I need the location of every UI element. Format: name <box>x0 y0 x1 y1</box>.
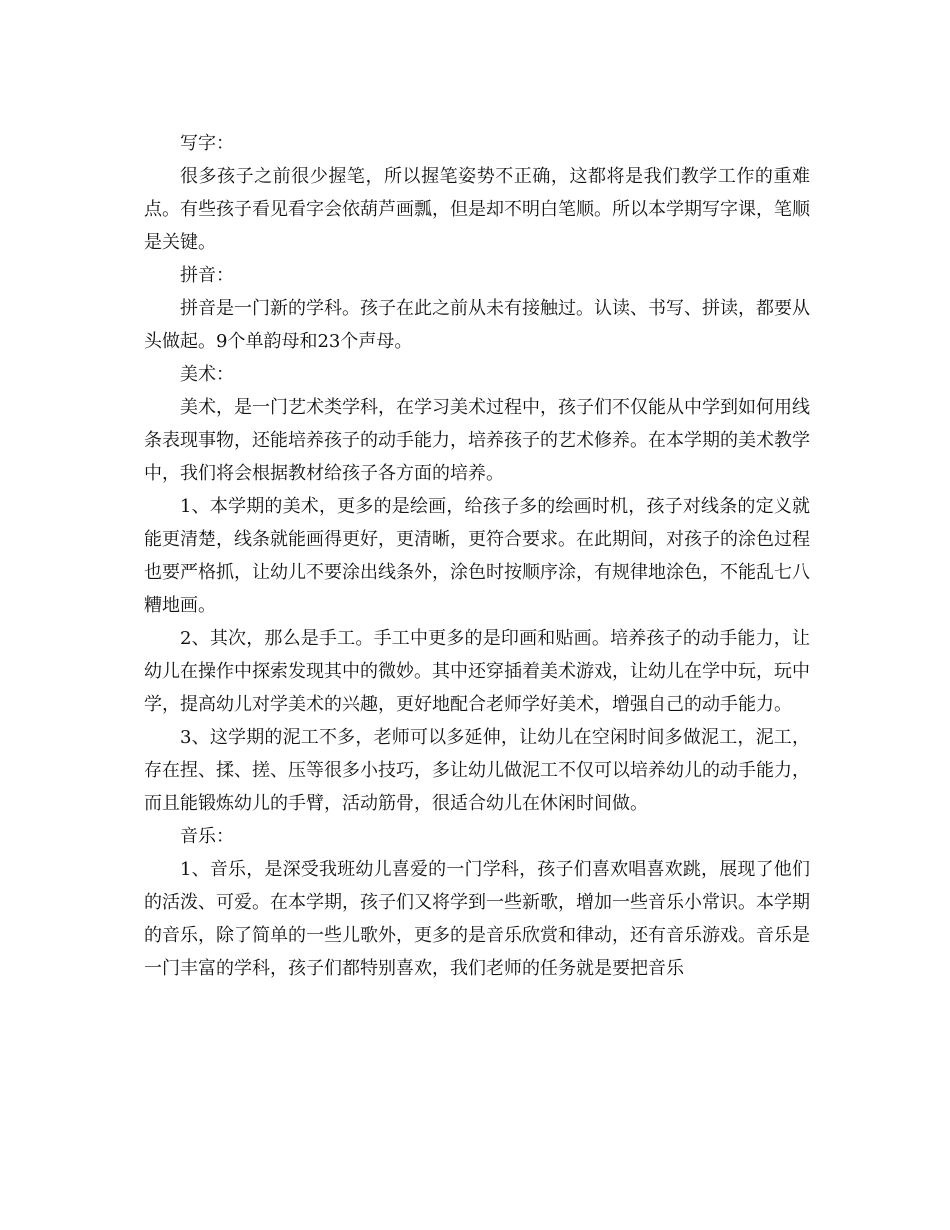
heading-pinyin: 拼音： <box>180 265 234 286</box>
paragraph-pinyin: 拼音是一门新的学科。孩子在此之前从未有接触过。认读、书写、拼读，都要从头做起。9个单韵母和23个声母。 <box>144 298 810 352</box>
document-body <box>144 127 810 985</box>
paragraph-art-intro: 美术，是一门艺术类学科，在学习美术过程中，孩子们不仅能从中学到如何用线条表现事物，还能培养孩子的动手能力，培养孩子的艺术修养。在本学期的美术教学中，我们将会根据教材给孩子各方面的培养。 <box>144 397 810 484</box>
paragraph-music-1: 1、音乐，是深受我班幼儿喜爱的一门学科，孩子们喜欢唱喜欢跳，展现了他们的活泼、可爱。在本学期，孩子们又将学到一些新歌，增加一些音乐小常识。本学期的音乐，除了简单的一些儿歌外，更多的是音乐欣赏和律动，还有音乐游戏。音乐是一门丰富的学科，孩子们都特别喜欢，我们老师的任务就是要把音乐 <box>144 859 810 979</box>
heading-writing: 写字： <box>180 133 234 154</box>
paragraph-art-1: 1、本学期的美术，更多的是绘画，给孩子多的绘画时机，孩子对线条的定义就能更清楚，线条就能画得更好，更清晰，更符合要求。在此期间，对孩子的涂色过程也要严格抓，让幼儿不要涂出线条外，涂色时按顺序涂，有规律地涂色，不能乱七八糟地画。 <box>144 496 810 616</box>
heading-music: 音乐： <box>180 826 234 847</box>
paragraph-writing: 很多孩子之前很少握笔，所以握笔姿势不正确，这都将是我们教学工作的重难点。有些孩子看见看字会依葫芦画瓢，但是却不明白笔顺。所以本学期写字课，笔顺是关键。 <box>144 166 810 253</box>
paragraph-art-3: 3、这学期的泥工不多，老师可以多延伸，让幼儿在空闲时间多做泥工，泥工，存在捏、揉、搓、压等很多小技巧，多让幼儿做泥工不仅可以培养幼儿的动手能力，而且能锻炼幼儿的手臂，活动筋骨，很适合幼儿在休闲时间做。 <box>144 727 810 814</box>
paragraph-art-2: 2、其次，那么是手工。手工中更多的是印画和贴画。培养孩子的动手能力，让幼儿在操作中探索发现其中的微妙。其中还穿插着美术游戏，让幼儿在学中玩，玩中学，提高幼儿对学美术的兴趣，更好地配合老师学好美术，增强自己的动手能力。 <box>144 628 810 715</box>
heading-art: 美术： <box>180 364 234 385</box>
